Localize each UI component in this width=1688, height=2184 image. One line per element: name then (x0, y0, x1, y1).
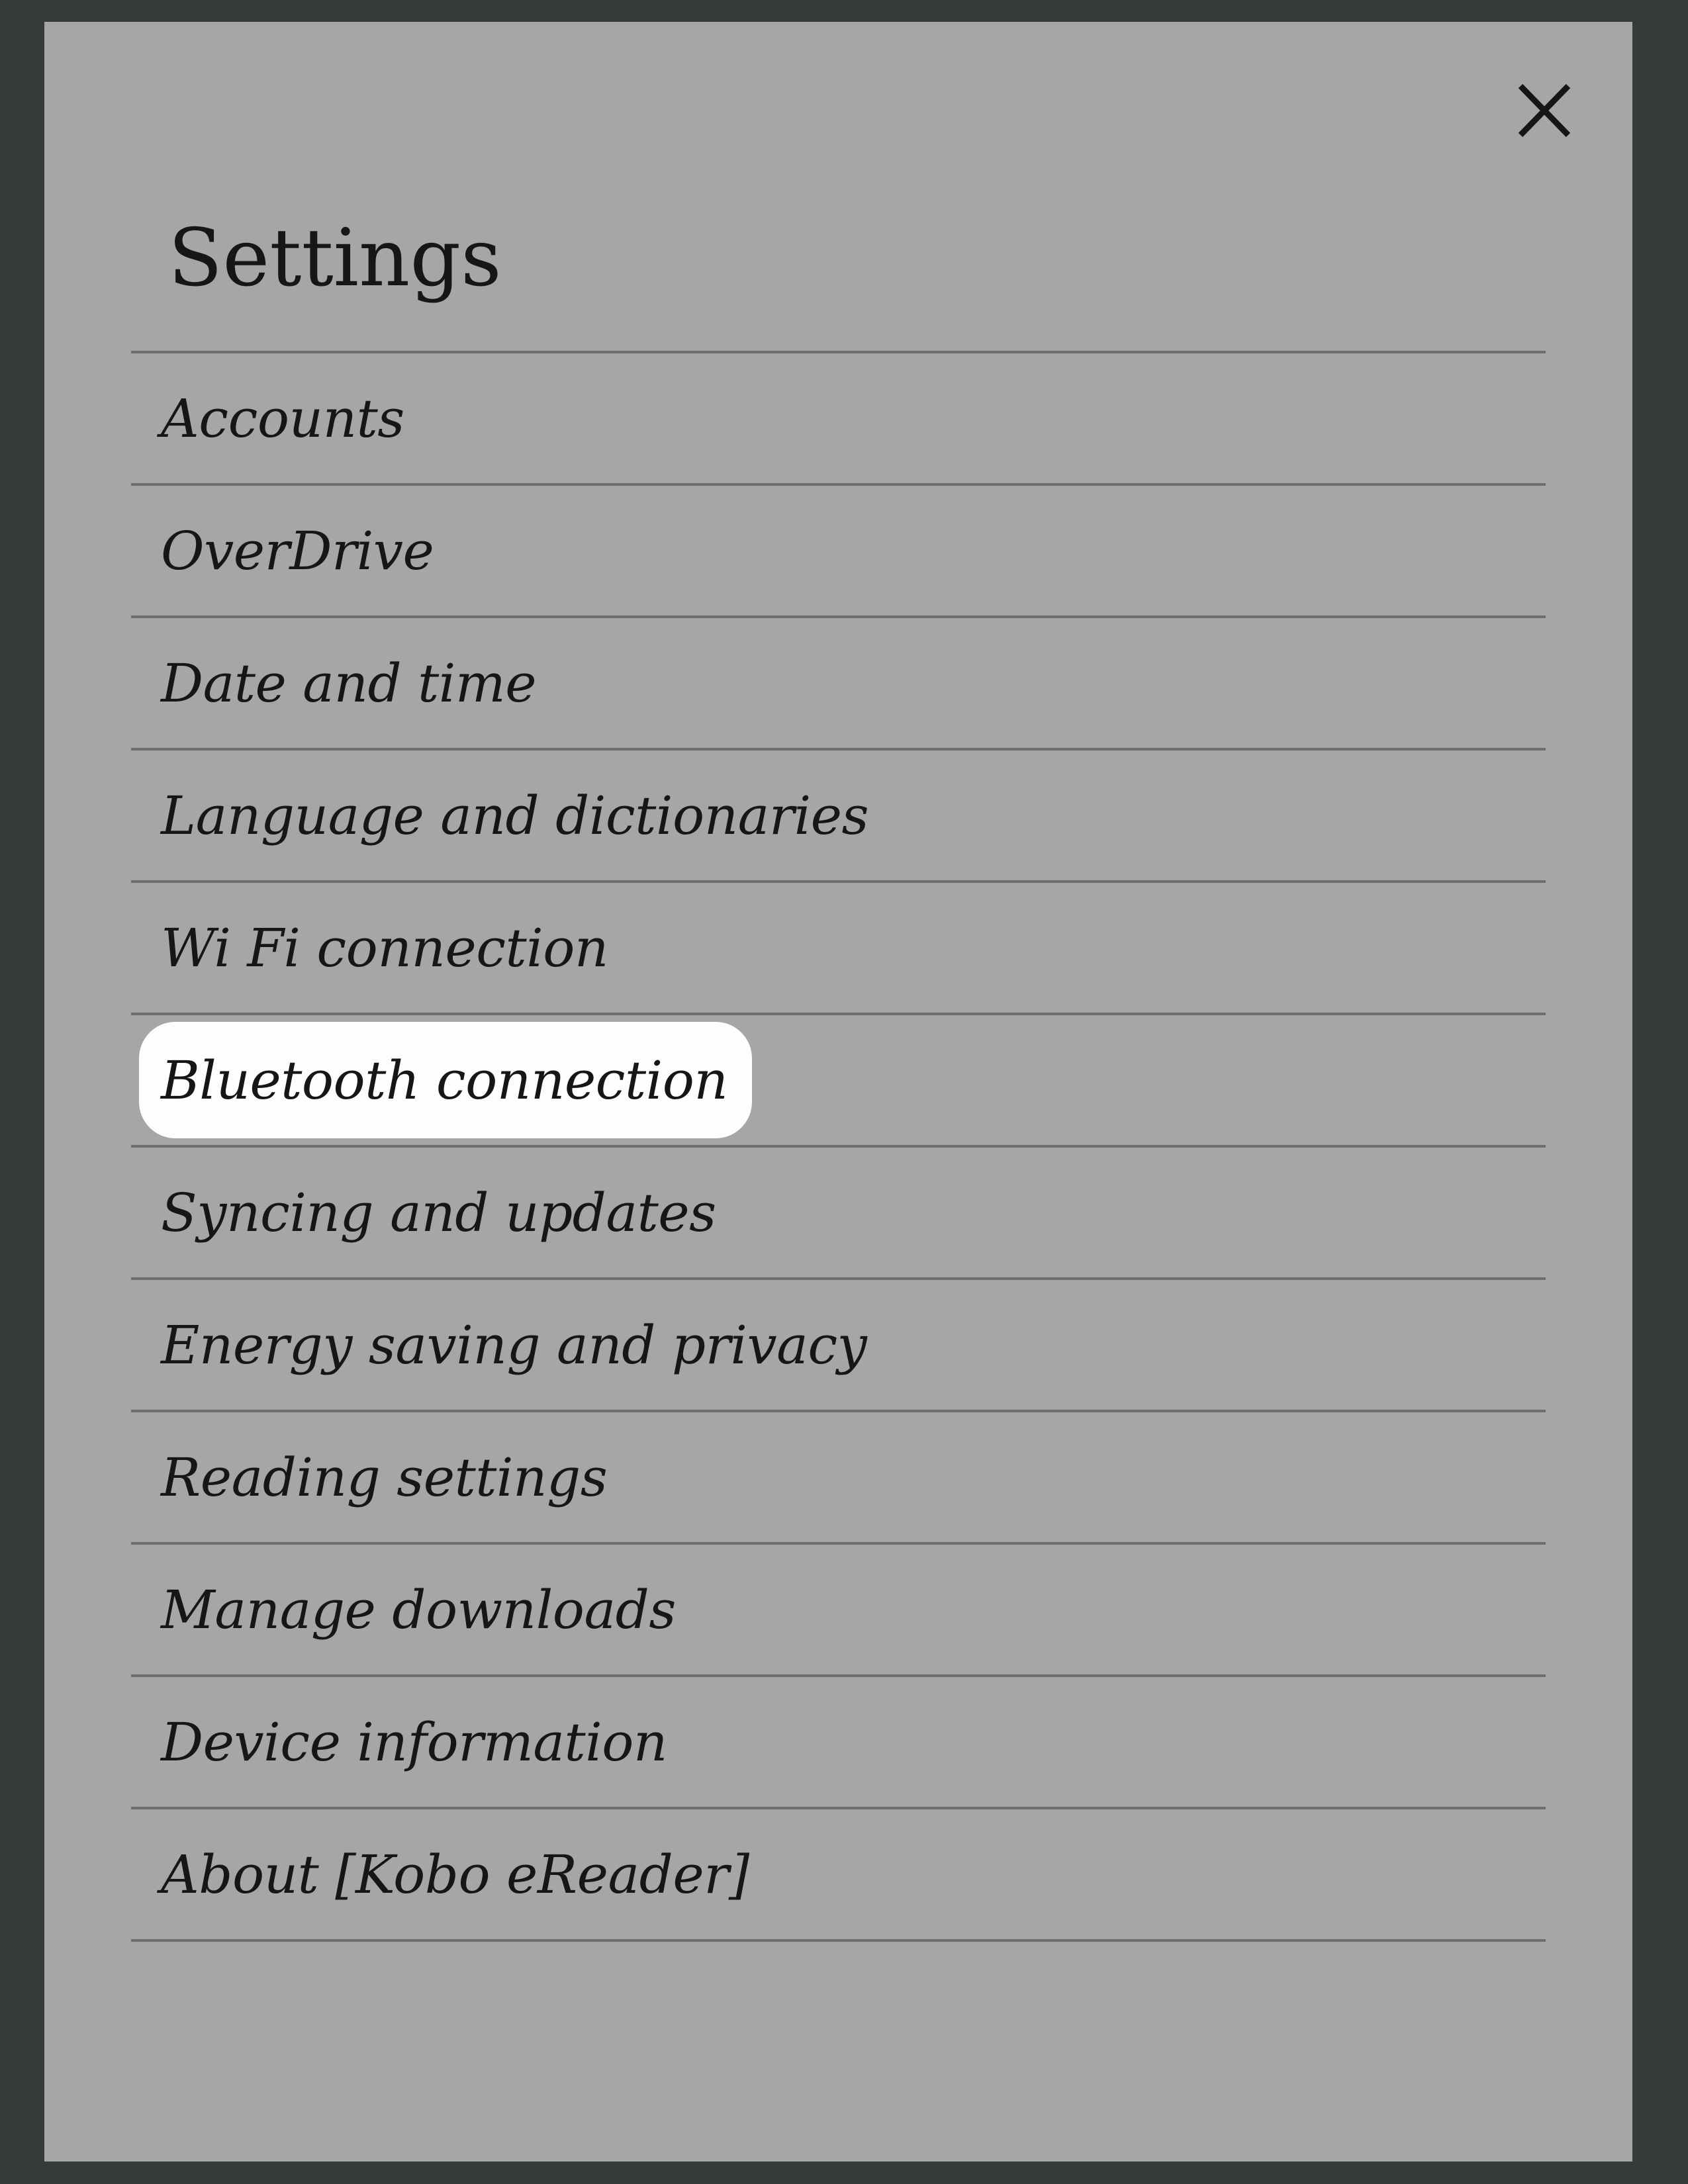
settings-screen (44, 22, 1632, 2161)
menu-item-label: Date and time (161, 652, 537, 714)
menu-item-device-information[interactable] (131, 1677, 1546, 1809)
menu-item-label: Syncing and updates (161, 1181, 716, 1244)
menu-item-energy-saving-and-privacy[interactable] (131, 1280, 1546, 1412)
menu-item-label: Device information (161, 1711, 667, 1773)
menu-item-wi-fi-connection[interactable] (131, 883, 1546, 1015)
page-title: Settings (168, 212, 502, 304)
close-button[interactable] (1518, 83, 1571, 138)
menu-item-label: Reading settings (161, 1446, 608, 1508)
menu-item-label: Bluetooth connection (161, 1049, 728, 1111)
menu-item-accounts[interactable] (131, 353, 1546, 486)
menu-item-about-kobo-ereader[interactable] (131, 1809, 1546, 1942)
close-icon (1518, 83, 1571, 138)
menu-item-syncing-and-updates[interactable] (131, 1148, 1546, 1280)
menu-item-label: Energy saving and privacy (161, 1314, 867, 1376)
menu-item-label: OverDrive (161, 520, 434, 582)
menu-item-label: Wi Fi connection (161, 917, 608, 979)
menu-item-label: Accounts (161, 387, 404, 449)
menu-item-overdrive[interactable] (131, 486, 1546, 618)
menu-item-label: Manage downloads (161, 1578, 676, 1641)
settings-menu (131, 351, 1546, 1942)
menu-item-bluetooth-connection[interactable] (131, 1015, 1546, 1148)
menu-item-manage-downloads[interactable] (131, 1545, 1546, 1677)
menu-item-date-and-time[interactable] (131, 618, 1546, 751)
menu-item-label: About [Kobo eReader] (161, 1843, 749, 1905)
menu-item-label: Language and dictionaries (161, 784, 869, 846)
menu-item-language-and-dictionaries[interactable] (131, 751, 1546, 883)
menu-item-reading-settings[interactable] (131, 1412, 1546, 1545)
menu-item-highlight-pill (139, 1022, 752, 1138)
